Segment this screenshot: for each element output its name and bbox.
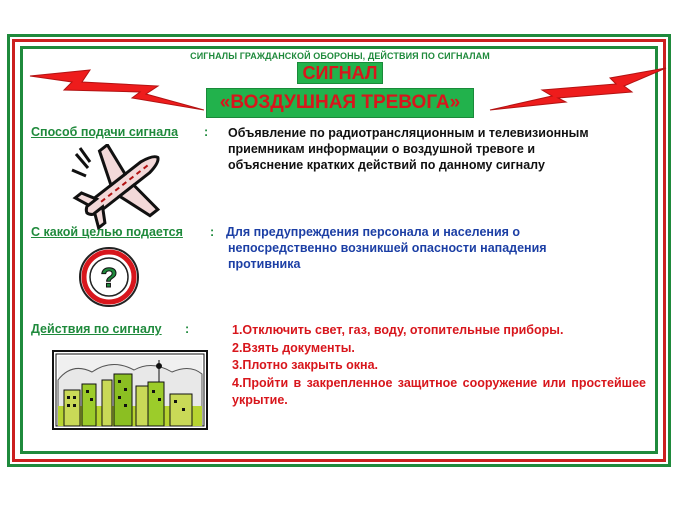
actions-colon: : xyxy=(185,322,190,336)
purpose-label: С какой целью подается xyxy=(31,225,183,239)
method-text-line: Объявление по радиотрансляционным и телевизионным xyxy=(228,126,589,140)
page-header: СИГНАЛЫ ГРАЖДАНСКОЙ ОБОРОНЫ, ДЕЙСТВИЯ ПО СИГНАЛАМ xyxy=(190,51,490,61)
city-skyline-icon xyxy=(52,350,208,430)
method-label: Способ подачи сигнала xyxy=(31,125,179,139)
action-item: 3.Плотно закрыть окна. xyxy=(232,358,379,372)
signal-label: СИГНАЛ xyxy=(297,62,383,84)
action-item: 4.Пройти в закрепленное защитное сооружение или простейшее укрытие. xyxy=(232,375,646,407)
actions-list xyxy=(232,322,646,410)
purpose-text xyxy=(226,224,646,272)
airplane-icon xyxy=(70,144,170,230)
question-sign-icon xyxy=(77,245,141,309)
method-colon: : xyxy=(204,125,209,139)
lightning-bolt-left-icon xyxy=(28,64,204,112)
purpose-colon: : xyxy=(210,225,215,239)
purpose-text-line: непосредственно возникшей опасности нападения xyxy=(228,241,547,255)
lightning-bolt-right-icon xyxy=(488,64,668,112)
purpose-text-line: Для предупреждения персонала и населения о xyxy=(226,225,521,239)
method-text-line: объяснение кратких действий по данному сигналу xyxy=(228,158,545,172)
action-item: 1.Отключить свет, газ, воду, отопительные приборы. xyxy=(232,323,564,337)
svg-text:?: ? xyxy=(100,262,118,293)
signal-name: «ВОЗДУШНАЯ ТРЕВОГА» xyxy=(206,88,474,118)
method-text-line: приемникам информации о воздушной тревоге и xyxy=(228,142,536,156)
action-item: 2.Взять документы. xyxy=(232,340,355,355)
purpose-text-line: противника xyxy=(228,257,301,271)
method-text xyxy=(228,125,658,173)
actions-label: Действия по сигналу xyxy=(31,322,162,336)
actions-list-block xyxy=(232,322,646,410)
